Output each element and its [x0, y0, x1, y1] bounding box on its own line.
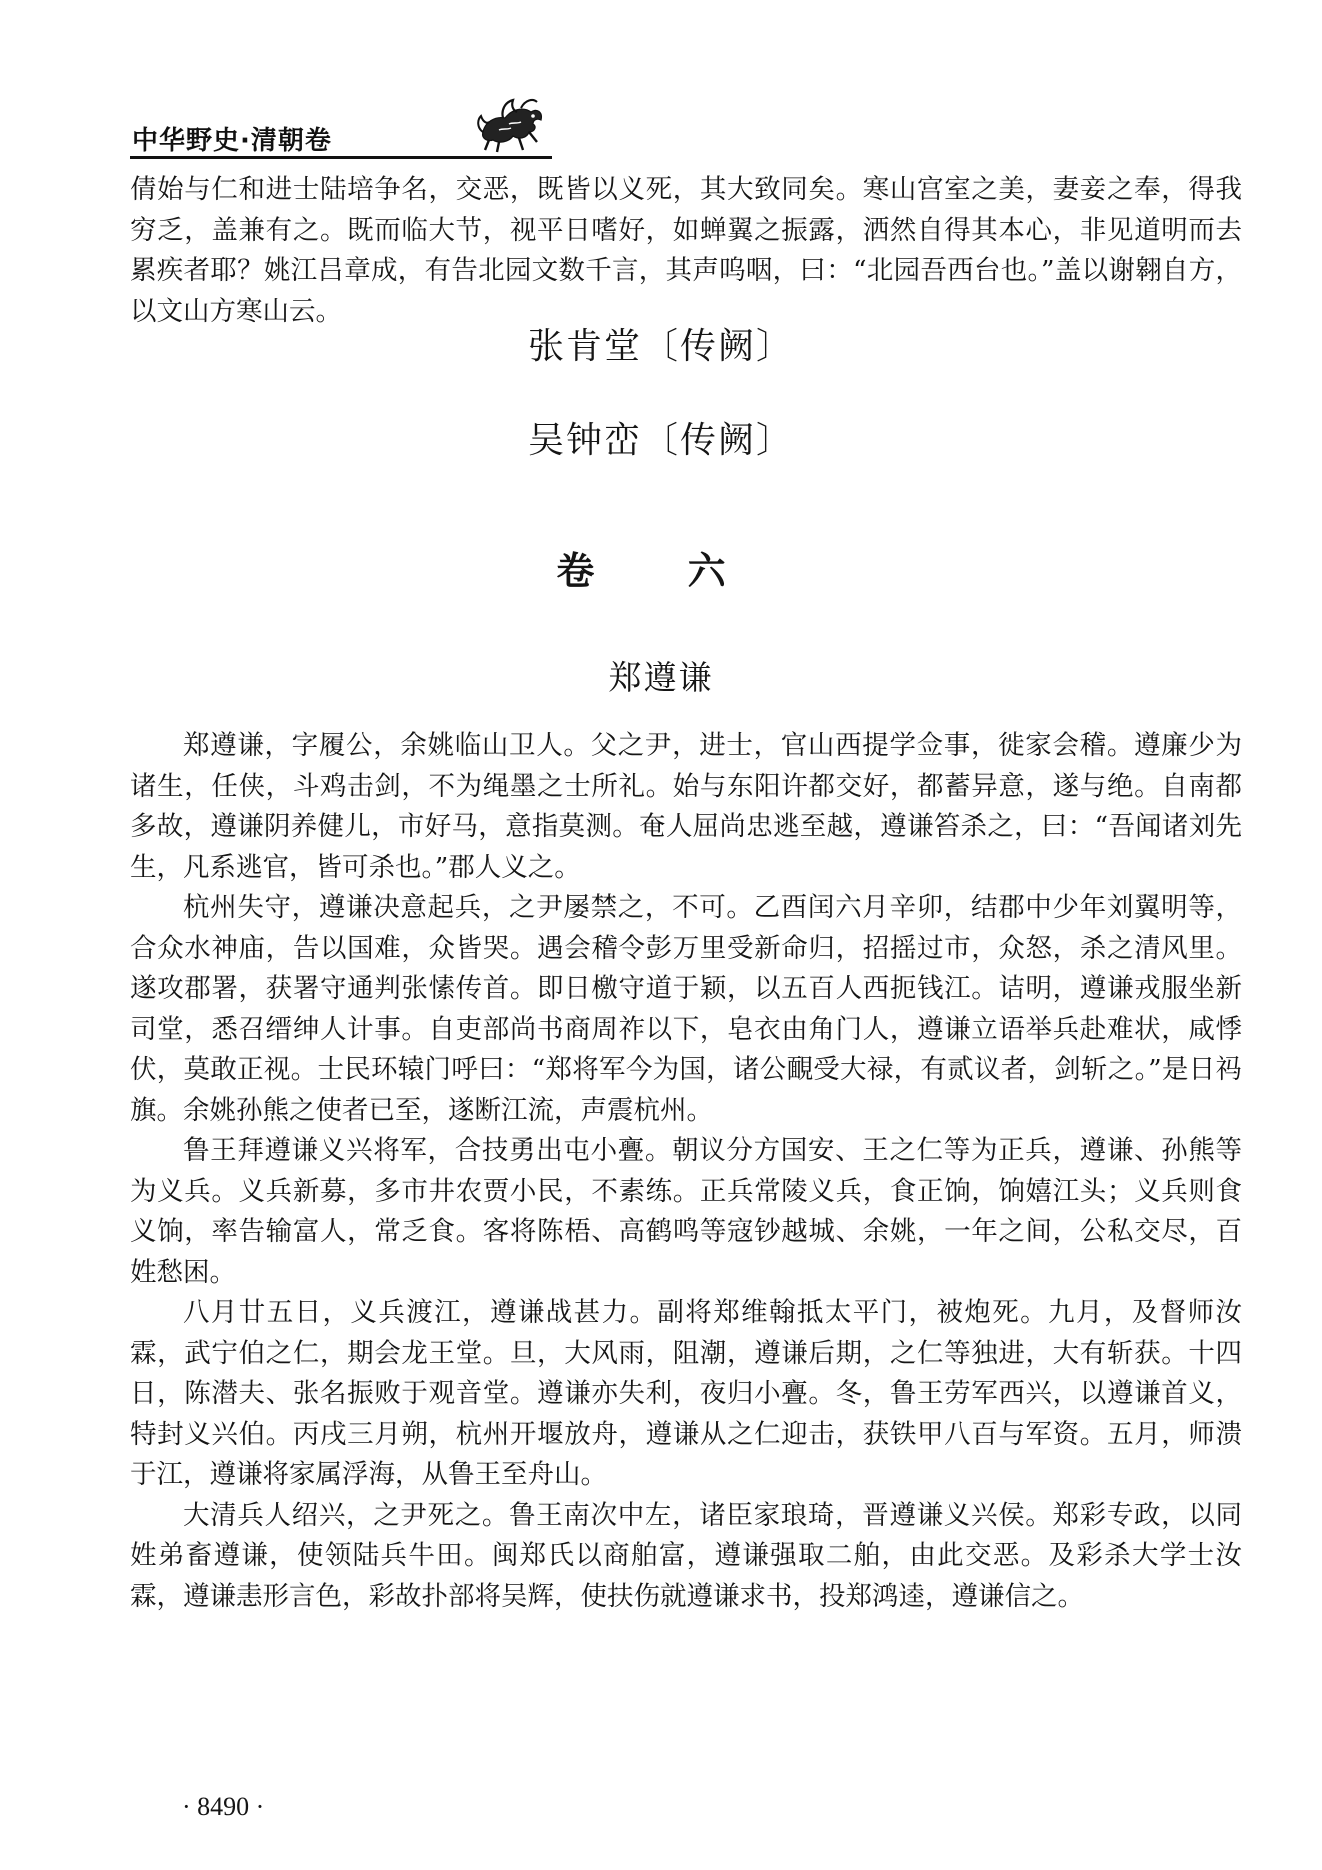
body-paragraph: 鲁王拜遵谦义兴将军，合技勇出屯小亹。朝议分方国安、王之仁等为正兵，遵谦、孙熊等为义兵。义兵新募，多市井农贾小民，不素练。正兵常陵义兵，食正饷，饷嬉江头；义兵则食义饷，率告输富人，常乏食。客将陈梧、高鹤鸣等寇钞越城、余姚，一年之间，公私交尽，百姓愁困。 — [130, 1135, 1242, 1288]
header-rule — [130, 156, 552, 159]
dragon-emblem-icon — [475, 92, 547, 154]
intro-text-block — [130, 170, 1242, 332]
body-paragraph: 杭州失守，遵谦决意起兵，之尹屡禁之，不可。乙酉闰六月辛卯，结郡中少年刘翼明等，合众水神庙，告以国难，众皆哭。遇会稽令彭万里受新命归，招摇过市，众怒，杀之清风里。遂攻郡署，获署守通判张愫传首。即日檄守道于颖，以五百人西扼钱江。诘明，遵谦戎服坐新司堂，悉召缙绅人计事。自吏部尚书商周祚以下，皂衣由角门人，遵谦立语举兵赴难状，咸悸伏，莫敢正视。士民环辕门呼曰：“郑将军今为国，诸公靦受大禄，有贰议者，剑斩之。”是日祃旗。余姚孙熊之使者已至，遂断江流，声震杭州。 — [130, 892, 1242, 1126]
body-paragraph: 郑遵谦，字履公，余姚临山卫人。父之尹，进士，官山西提学佥事，徙家会稽。遵廉少为诸生，任侠，斗鸡击剑，不为绳墨之士所礼。始与东阳许都交好，都蓄异意，遂与绝。自南都多故，遵谦阴养健儿，市好马，意指莫测。奄人屈尚忠逃至越，遵谦笞杀之，曰：“吾闻诸刘先生，凡系逃官，皆可杀也。”郡人义之。 — [130, 730, 1242, 883]
body-paragraph: 八月廿五日，义兵渡江，遵谦战甚力。副将郑维翰抵太平门，被炮死。九月，及督师汝霖，武宁伯之仁，期会龙王堂。旦，大风雨，阻潮，遵谦后期，之仁等独进，大有斩获。十四日，陈潜夫、张名振败于观音堂。遵谦亦失利，夜归小亹。冬，鲁王劳军西兴，以遵谦首义，特封义兴伯。丙戌三月朔，杭州开堰放舟，遵谦从之仁迎击，获铁甲八百与军资。五月，师溃于江，遵谦将家属浮海，从鲁王至舟山。 — [130, 1297, 1242, 1490]
section-title: 郑遵谦 — [608, 658, 714, 697]
biography-title-2: 吴钟峦〔传阙〕 — [527, 420, 794, 461]
running-header — [130, 92, 550, 162]
volume-title: 卷 六 — [556, 549, 766, 593]
main-text-block — [130, 726, 1242, 1617]
body-paragraph: 大清兵人绍兴，之尹死之。鲁王南次中左，诸臣家琅琦，晋遵谦义兴侯。郑彩专政，以同姓弟畜遵谦，使领陆兵牛田。闽郑氏以商舶富，遵谦强取二舶，由此交恶。及彩杀大学士汝霖，遵谦恚形言色，彩故扑部将吴辉，使扶伤就遵谦求书，投郑鸿逵，遵谦信之。 — [130, 1499, 1242, 1612]
page-number: · 8490 · — [182, 1792, 265, 1821]
biography-title-1: 张肯堂〔传阙〕 — [527, 326, 794, 367]
book-title: 中华野史·清朝卷 — [132, 126, 332, 156]
intro-paragraph: 倩始与仁和进士陆培争名，交恶，既皆以义死，其大致同矣。寒山宫室之美，妻妾之奉，得我穷乏，盖兼有之。既而临大节，视平日嗜好，如蝉翼之振露，洒然自得其本心，非见道明而去累疾者耶？姚江吕章成，有告北园文数千言，其声呜咽，曰：“北园吾西台也。”盖以谢翱自方，以文山方寒山云。 — [130, 174, 1242, 327]
